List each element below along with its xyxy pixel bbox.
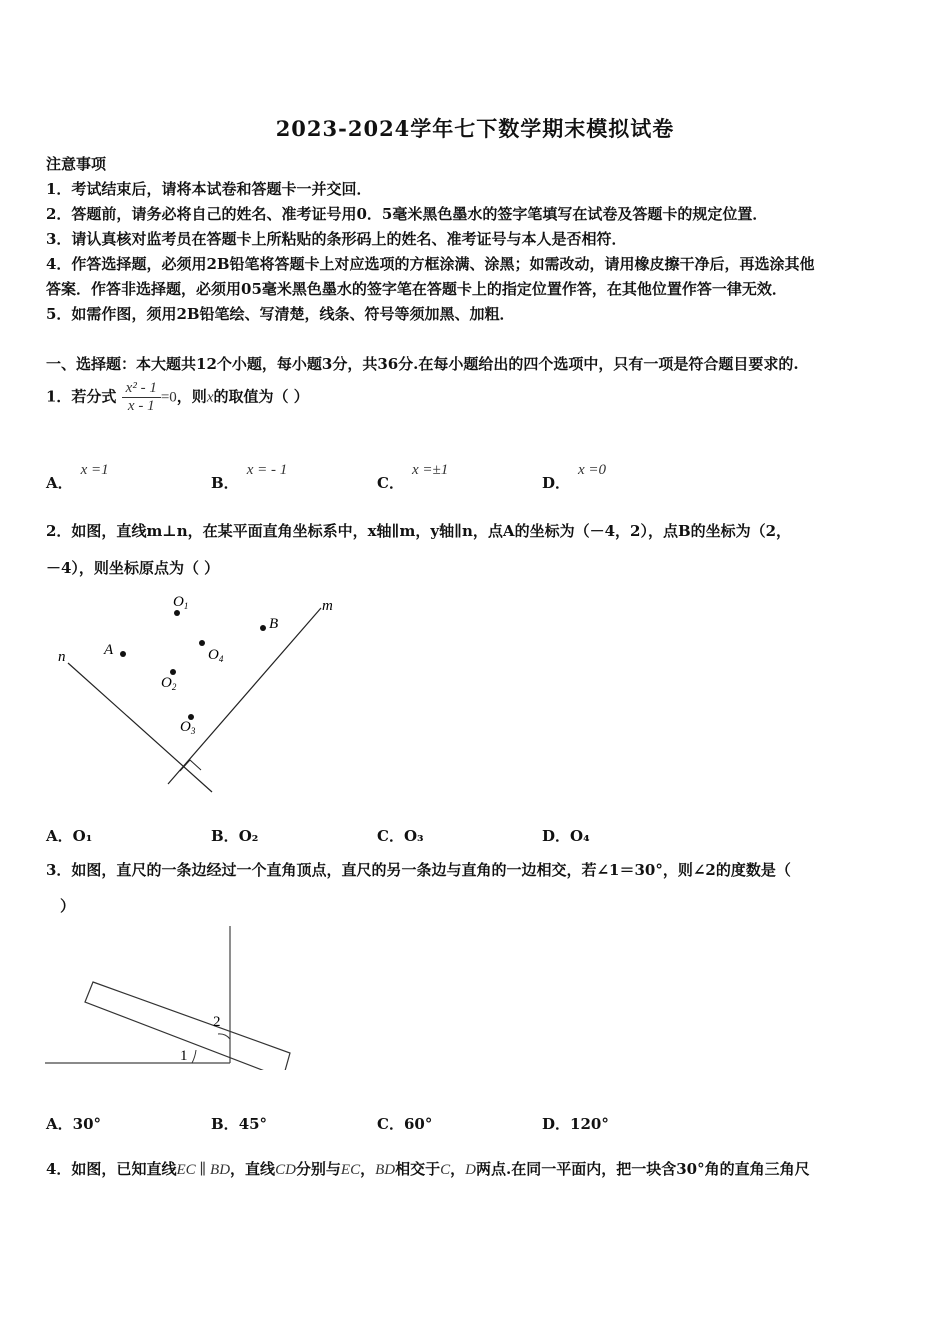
label-a: A <box>104 642 114 658</box>
q1-fraction <box>122 380 161 415</box>
section-heading: 一、选择题：本大题共12个小题，每小题3分，共36分.在每小题给出的四个选项中，只有一项是符合题目要求的. <box>46 355 799 373</box>
label-m: m <box>322 598 333 614</box>
question-3-line-2: ） <box>60 897 76 915</box>
q3-figure <box>40 920 300 1070</box>
angle-1-arc <box>192 1050 196 1063</box>
q1-option-b[interactable] <box>211 462 288 493</box>
notice-item: 答案．作答非选择题，必须用05毫米黑色墨水的签字笔在答题卡上的指定位置作答，在其他位置作答一律无效． <box>46 280 787 298</box>
q4-prefix: 4．如图，已知直线 <box>46 1160 177 1178</box>
q3-option-c[interactable] <box>377 1113 432 1134</box>
q4-text: ，直线 <box>230 1160 276 1178</box>
q3-option-b[interactable] <box>211 1113 267 1134</box>
option-label: C． <box>377 827 404 845</box>
q1-option-c[interactable] <box>377 462 449 493</box>
notice-item: 2．答题前，请务必将自己的姓名、准考证号用0．5毫米黑色墨水的签字笔填写在试卷及答题卡的规定位置． <box>46 205 768 223</box>
label-o3-letter: O <box>180 719 191 735</box>
q2-option-d[interactable] <box>542 825 590 846</box>
notice-item: 1．考试结束后，请将本试卷和答题卡一并交回． <box>46 180 372 198</box>
ruler <box>85 982 290 1070</box>
label-o4 <box>208 647 224 664</box>
option-value: O₂ <box>238 827 259 845</box>
option-label: B． <box>211 827 239 845</box>
q4-ec: EC <box>340 1162 361 1178</box>
point-b <box>260 625 266 631</box>
q4-bd: BD <box>375 1162 396 1178</box>
angle-2-arc <box>218 1034 230 1039</box>
q4-text: 分别与 <box>295 1160 341 1178</box>
option-label: C． <box>377 474 404 492</box>
q1-suffix: 的取值为（ ） <box>213 387 309 406</box>
option-value: x = - 1 <box>246 462 288 478</box>
label-o3-sub: 3 <box>190 726 196 736</box>
notice-item: 3．请认真核对监考员在答题卡上所粘贴的条形码上的姓名、准考证号与本人是否相符． <box>46 230 627 248</box>
option-label: D． <box>542 827 571 845</box>
q3-option-d[interactable] <box>542 1113 609 1134</box>
point-o1 <box>174 610 180 616</box>
q4-text: ， <box>360 1160 376 1178</box>
q2-figure <box>40 585 360 800</box>
option-value: 60° <box>403 1115 433 1133</box>
point-o4 <box>199 640 205 646</box>
option-value: O₁ <box>72 827 93 845</box>
label-o3 <box>180 719 196 736</box>
option-value: 30° <box>72 1115 102 1133</box>
label-o1 <box>173 594 188 611</box>
q4-ec-parallel-bd: EC ∥ BD <box>176 1162 231 1178</box>
label-b: B <box>269 616 279 632</box>
option-value: x =±1 <box>411 462 449 478</box>
q3-option-a[interactable] <box>46 1113 101 1134</box>
label-o4-sub: 4 <box>218 654 224 664</box>
option-label: D． <box>542 474 571 492</box>
option-label: A． <box>46 1115 73 1133</box>
q4-text: ， <box>450 1160 466 1178</box>
q4-cd: CD <box>275 1162 296 1178</box>
q4-text: 相交于 <box>395 1160 441 1178</box>
option-label: C． <box>377 1115 404 1133</box>
q1-option-d[interactable] <box>542 462 607 493</box>
page-title: 2023-2024学年七下数学期末模拟试卷 <box>275 116 675 141</box>
label-o1-letter: O <box>173 594 184 610</box>
option-label: B． <box>211 1115 239 1133</box>
q2-option-a[interactable] <box>46 825 92 846</box>
label-o1-sub: 1 <box>183 601 189 611</box>
question-1 <box>46 380 309 415</box>
notice-heading: 注意事项 <box>46 155 107 173</box>
q2-option-c[interactable] <box>377 825 424 846</box>
q4-c: C <box>440 1162 451 1178</box>
option-value: 120° <box>570 1115 609 1133</box>
option-value: 45° <box>238 1115 268 1133</box>
point-a <box>120 651 126 657</box>
option-value: x =1 <box>80 462 109 478</box>
angle-2-label: 2 <box>213 1014 221 1030</box>
notice-item: 5．如需作图，须用2B铅笔绘、写清楚，线条、符号等须加黑、加粗． <box>46 305 515 323</box>
q4-text: 两点.在同一平面内，把一块含30°角的直角三角尺 <box>476 1160 810 1178</box>
question-4 <box>46 1158 810 1179</box>
q1-prefix: 1．若分式 <box>46 387 117 406</box>
option-value: x =0 <box>578 462 607 478</box>
option-label: D． <box>542 1115 571 1133</box>
notice-item: 4．作答选择题，必须用2B铅笔将答题卡上对应选项的方框涂满、涂黑；如需改动，请用橡皮擦干净后，再选涂其他 <box>46 255 815 273</box>
question-2-line-2: －4），则坐标原点为（ ） <box>46 559 220 577</box>
q4-d: D <box>465 1162 476 1178</box>
question-3-line-1: 3．如图，直尺的一条边经过一个直角顶点，直尺的另一条边与直角的一边相交，若∠1＝30°，则∠2的度数是（ <box>46 861 791 879</box>
q2-option-b[interactable] <box>211 825 258 846</box>
q1-numerator: x² - 1 <box>122 380 161 398</box>
option-value: O₃ <box>403 827 424 845</box>
line-m <box>168 608 321 784</box>
q1-equals: =0 <box>160 389 177 406</box>
option-label: B． <box>211 474 239 492</box>
label-o2-letter: O <box>161 675 172 691</box>
label-o2 <box>161 675 177 692</box>
q1-middle: ，则 <box>176 387 207 406</box>
option-label: A． <box>46 827 73 845</box>
label-n: n <box>58 649 66 665</box>
option-label: A． <box>46 474 73 492</box>
angle-1-label: 1 <box>180 1048 188 1064</box>
q1-denominator: x - 1 <box>127 398 155 414</box>
question-2-line-1: 2．如图，直线m⊥n，在某平面直角坐标系中，x轴∥m，y轴∥n，点A的坐标为（－4，2），点B的坐标为（2， <box>46 522 792 540</box>
option-value: O₄ <box>570 827 590 845</box>
q1-option-a[interactable] <box>46 462 109 493</box>
label-o2-sub: 2 <box>171 682 177 692</box>
q1-var: x <box>206 389 214 406</box>
label-o4-letter: O <box>208 647 219 663</box>
